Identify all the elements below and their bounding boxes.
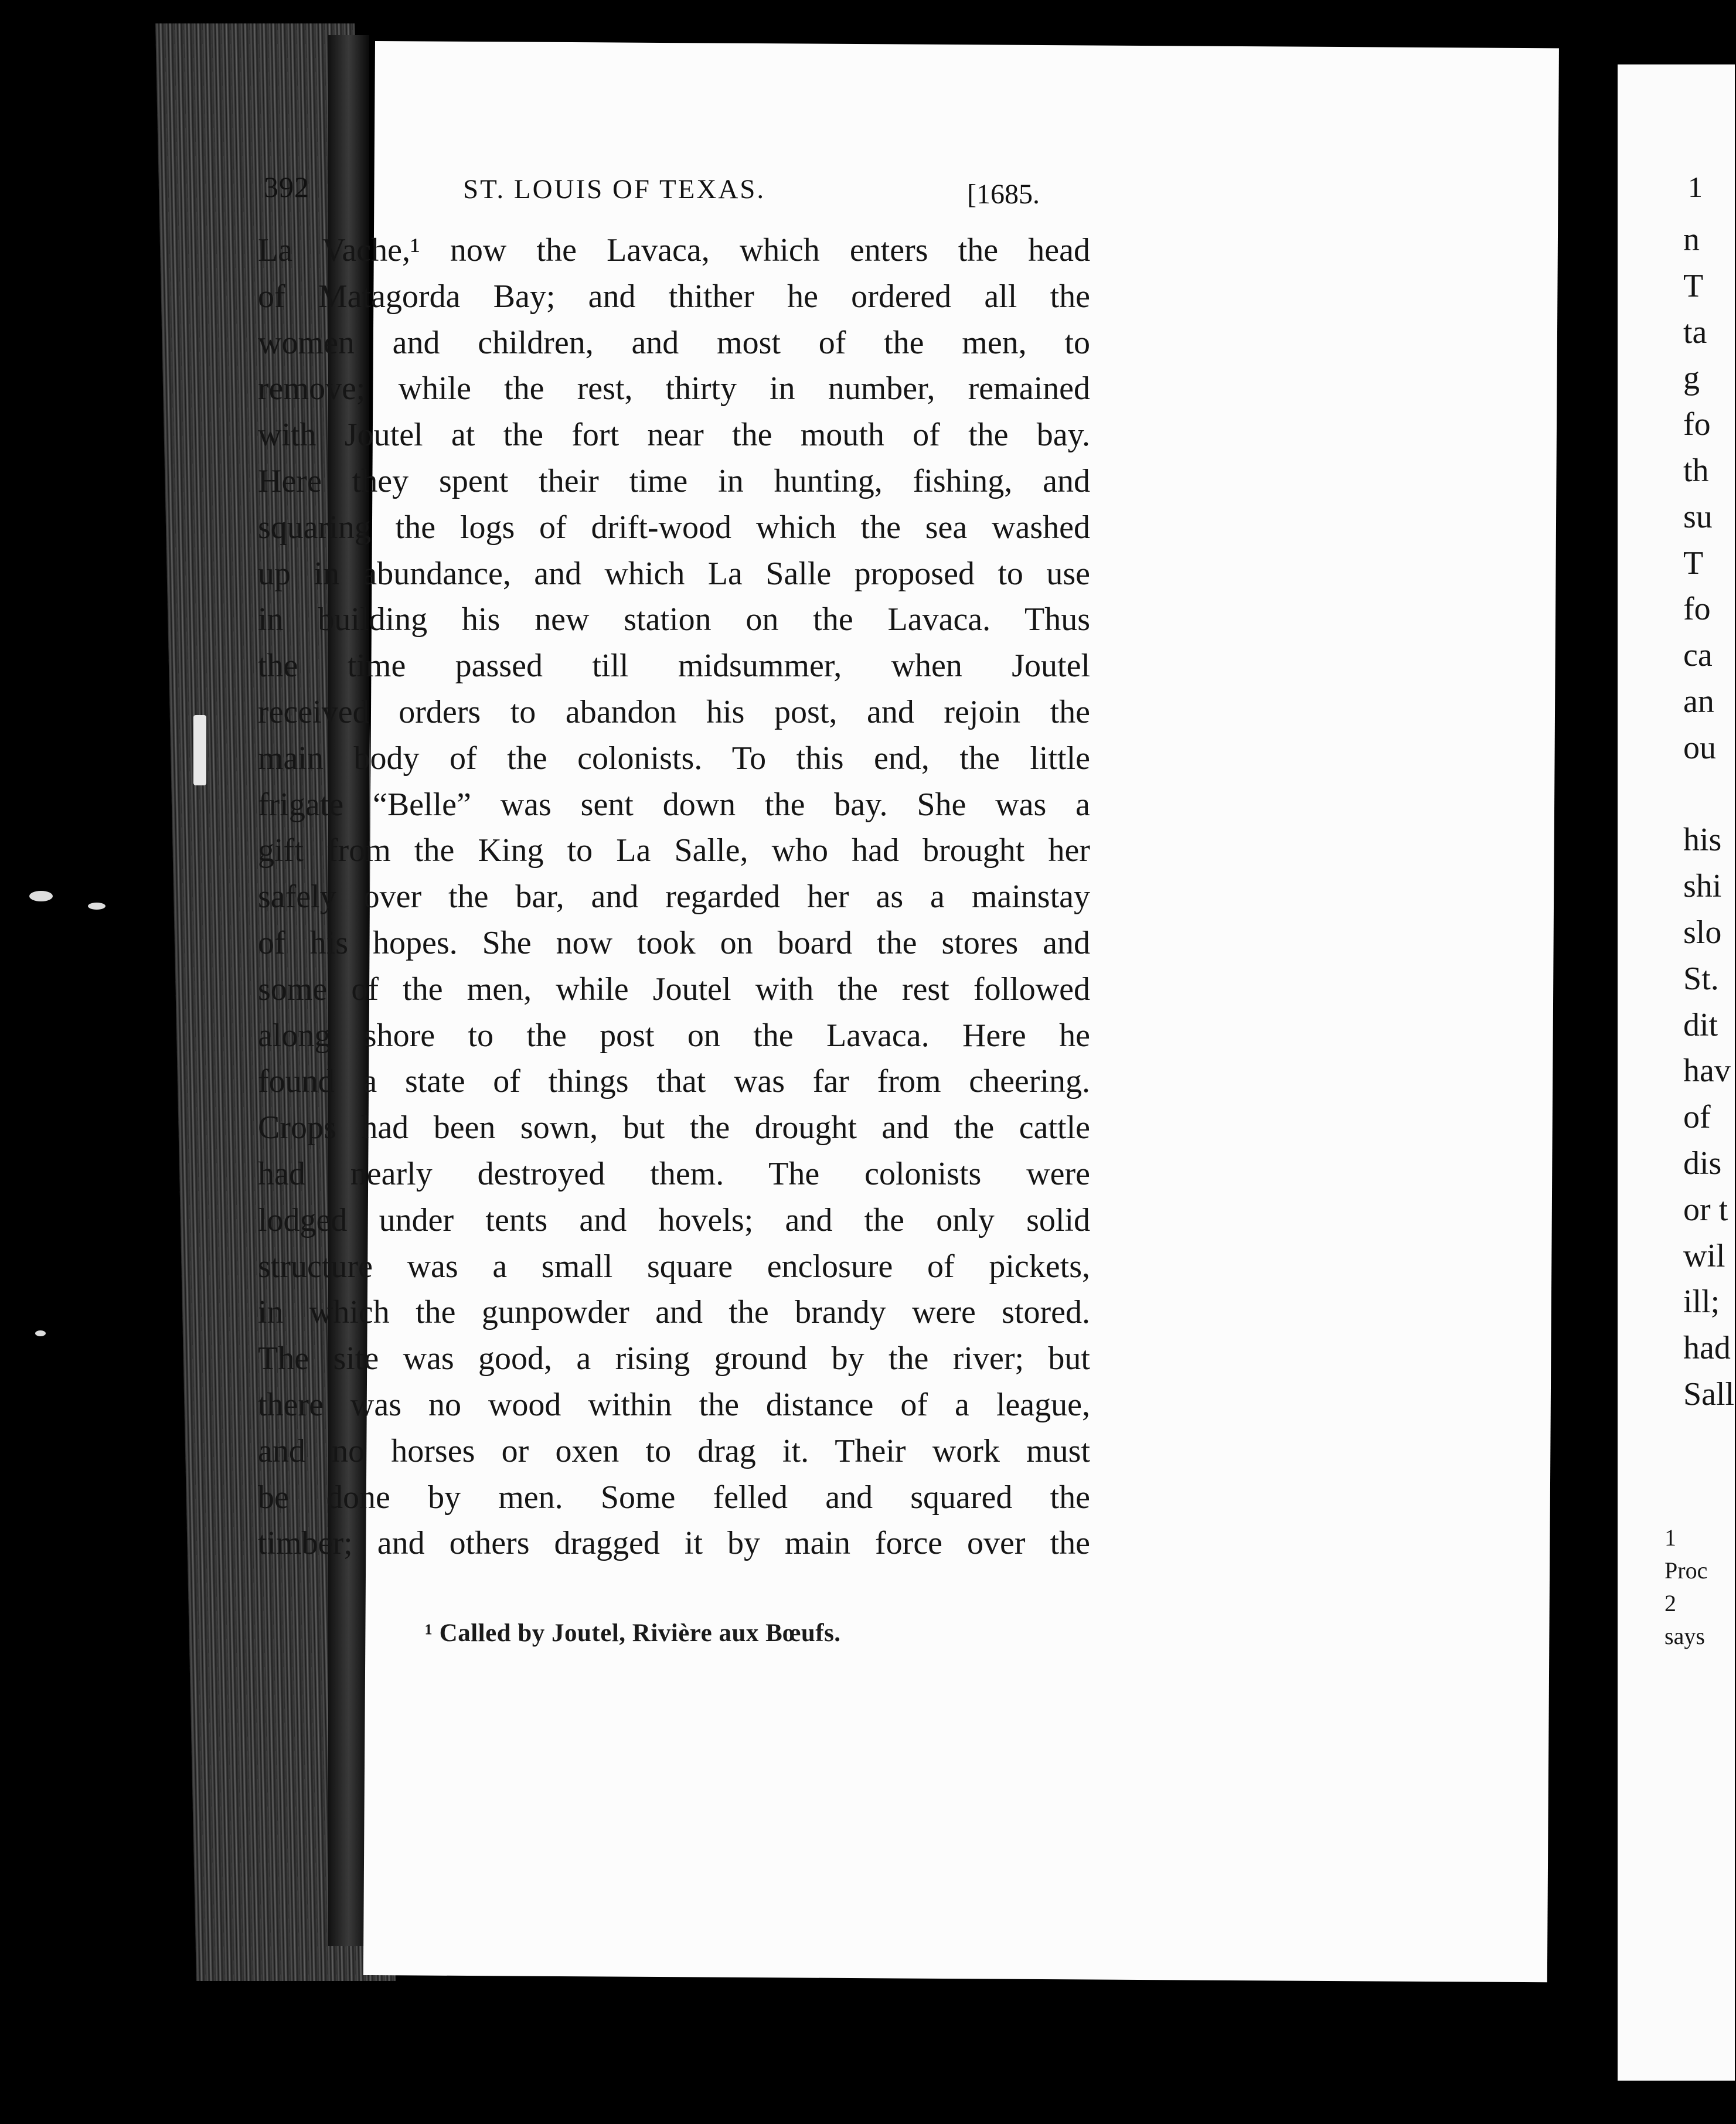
facing-line-fragment: shi: [1683, 868, 1722, 905]
text-line-content: of his hopes. She now took on board the stores and: [258, 924, 1090, 961]
text-line-content: timber; and others dragged it by main force over the: [258, 1525, 1090, 1562]
text-line-content: the time passed till midsummer, when Joutel: [258, 648, 1090, 685]
scan-speck: [29, 891, 53, 901]
text-line: [258, 1013, 1090, 1059]
facing-page-gutter: [1577, 53, 1618, 2081]
text-line-content: of Matagorda Bay; and thither he ordered all the: [258, 278, 1090, 315]
text-line: [258, 1520, 1090, 1567]
page-number: 392: [264, 171, 309, 203]
text-line-content: squaring the logs of drift-wood which the sea washed: [258, 509, 1090, 546]
text-line: [258, 320, 1090, 366]
facing-note-fragment: Proc: [1664, 1557, 1708, 1584]
facing-line-fragment: ta: [1683, 314, 1707, 350]
facing-line-fragment: dit: [1683, 1006, 1718, 1043]
text-line-content: safely over the bar, and regarded her as a mainstay: [258, 879, 1090, 915]
facing-line-fragment: fo: [1683, 406, 1711, 443]
facing-line-fragment: dis: [1683, 1145, 1722, 1182]
facing-line-fragment: [1683, 771, 1736, 818]
text-line-content: and no horses or oxen to drag it. Their work must: [258, 1432, 1090, 1469]
facing-line-fragment: su: [1683, 498, 1713, 535]
facing-line-fragment: Sall: [1683, 1376, 1735, 1412]
text-line-content: gift from the King to La Salle, who had brought her: [258, 832, 1090, 869]
text-line-content: there was no wood within the distance of a league,: [258, 1386, 1090, 1423]
text-line-content: along shore to the post on the Lavaca. Here he: [258, 1017, 1090, 1054]
facing-line-fragment: T: [1683, 267, 1704, 304]
text-line-content: in which the gunpowder and the brandy were stored.: [258, 1294, 1090, 1331]
facing-line-fragment: ca: [1683, 637, 1713, 674]
facing-page-header: [1688, 170, 1703, 204]
facing-note-fragment: says: [1664, 1623, 1705, 1649]
facing-line-fragment: T: [1683, 544, 1704, 581]
text-line-content: be done by men. Some felled and squared the: [258, 1479, 1090, 1516]
text-line-content: had nearly destroyed them. The colonists were: [258, 1155, 1090, 1192]
facing-note-fragment: 2: [1664, 1590, 1676, 1616]
scan-speck: [35, 1330, 46, 1336]
text-line: [258, 966, 1090, 1013]
text-line: [258, 505, 1090, 551]
facing-line-fragment: th: [1683, 452, 1709, 489]
facing-line-fragment: fo: [1683, 591, 1711, 628]
text-line-content: up in abundance, and which La Salle proposed to use: [258, 555, 1090, 592]
text-line: [258, 782, 1090, 828]
text-line-content: Crops had been sown, but the drought and the cattle: [258, 1109, 1090, 1146]
text-line-content: in building his new station on the Lavaca. Thus: [258, 601, 1090, 638]
text-line-content: some of the men, while Joutel with the rest followed: [258, 971, 1090, 1007]
facing-note-fragment: 1: [1664, 1524, 1676, 1551]
facing-line-fragment: an: [1683, 683, 1714, 720]
text-line-content: with Joutel at the fort near the mouth of the bay.: [258, 417, 1090, 454]
facing-line-fragment: wil: [1683, 1237, 1725, 1274]
facing-line-fragment: St.: [1683, 960, 1719, 997]
text-line: [258, 828, 1090, 874]
text-line-content: received orders to abandon his post, and rejoin the: [258, 693, 1090, 730]
facing-line-fragment: had: [1683, 1330, 1731, 1367]
page-header: [264, 170, 1084, 217]
text-line: [258, 458, 1090, 505]
text-line-content: women and children, and most of the men, to: [258, 324, 1090, 361]
text-line-content: The site was good, a rising ground by the river; but: [258, 1340, 1090, 1377]
text-line: [258, 689, 1090, 736]
facing-line-fragment: hav: [1683, 1053, 1731, 1090]
facing-line-fragment: of: [1683, 1099, 1711, 1136]
text-line: [258, 227, 1090, 274]
text-line-content: structure was a small square enclosure of pickets,: [258, 1248, 1090, 1285]
facing-line-fragment: or t: [1683, 1191, 1728, 1228]
text-line: [258, 874, 1090, 920]
text-line: [258, 412, 1090, 458]
facing-line-fragment: his: [1683, 822, 1722, 859]
text-line: [258, 274, 1090, 320]
header-date: [1685.: [967, 179, 1040, 210]
text-line: [258, 366, 1090, 412]
facing-page-text: [1683, 217, 1736, 1418]
body-text: [258, 227, 1090, 1567]
text-line: [258, 643, 1090, 689]
text-line: [258, 1151, 1090, 1197]
text-line: [258, 551, 1090, 597]
edge-highlight: [193, 715, 206, 785]
text-line: [258, 1428, 1090, 1475]
facing-header-fragment: 1: [1688, 171, 1703, 203]
text-line: [258, 1289, 1090, 1336]
text-line-content: Here they spent their time in hunting, fishing, and: [258, 462, 1090, 499]
text-line-content: lodged under tents and hovels; and the only solid: [258, 1201, 1090, 1238]
text-line: [258, 1382, 1090, 1428]
text-line: [258, 597, 1090, 643]
text-line-content: frigate “Belle” was sent down the bay. She was a: [258, 786, 1090, 823]
facing-page-notes: [1664, 1524, 1723, 1655]
text-line: [258, 1197, 1090, 1244]
facing-line-fragment: ill;: [1683, 1284, 1720, 1320]
running-title: ST. LOUIS OF TEXAS.: [463, 174, 766, 205]
footnote: ¹ Called by Joutel, Rivière aux Bœufs.: [425, 1619, 841, 1647]
text-line: [258, 1244, 1090, 1290]
text-line: [258, 1058, 1090, 1105]
text-line-content: La Vache,¹ now the Lavaca, which enters the head: [258, 232, 1090, 268]
text-line-content: found a state of things that was far from cheering.: [258, 1063, 1090, 1100]
facing-line-fragment: ou: [1683, 729, 1716, 766]
text-line: [258, 1475, 1090, 1521]
text-line: [258, 736, 1090, 782]
text-line: [258, 1336, 1090, 1382]
facing-line-fragment: slo: [1683, 914, 1722, 951]
facing-line-fragment: g: [1683, 360, 1700, 397]
text-line: [258, 920, 1090, 966]
text-line-content: remove; while the rest, thirty in number, remained: [258, 370, 1090, 407]
text-line: [258, 1105, 1090, 1151]
text-line-content: main body of the colonists. To this end, the little: [258, 740, 1090, 777]
scan-speck: [88, 903, 105, 910]
facing-line-fragment: n: [1683, 222, 1700, 258]
